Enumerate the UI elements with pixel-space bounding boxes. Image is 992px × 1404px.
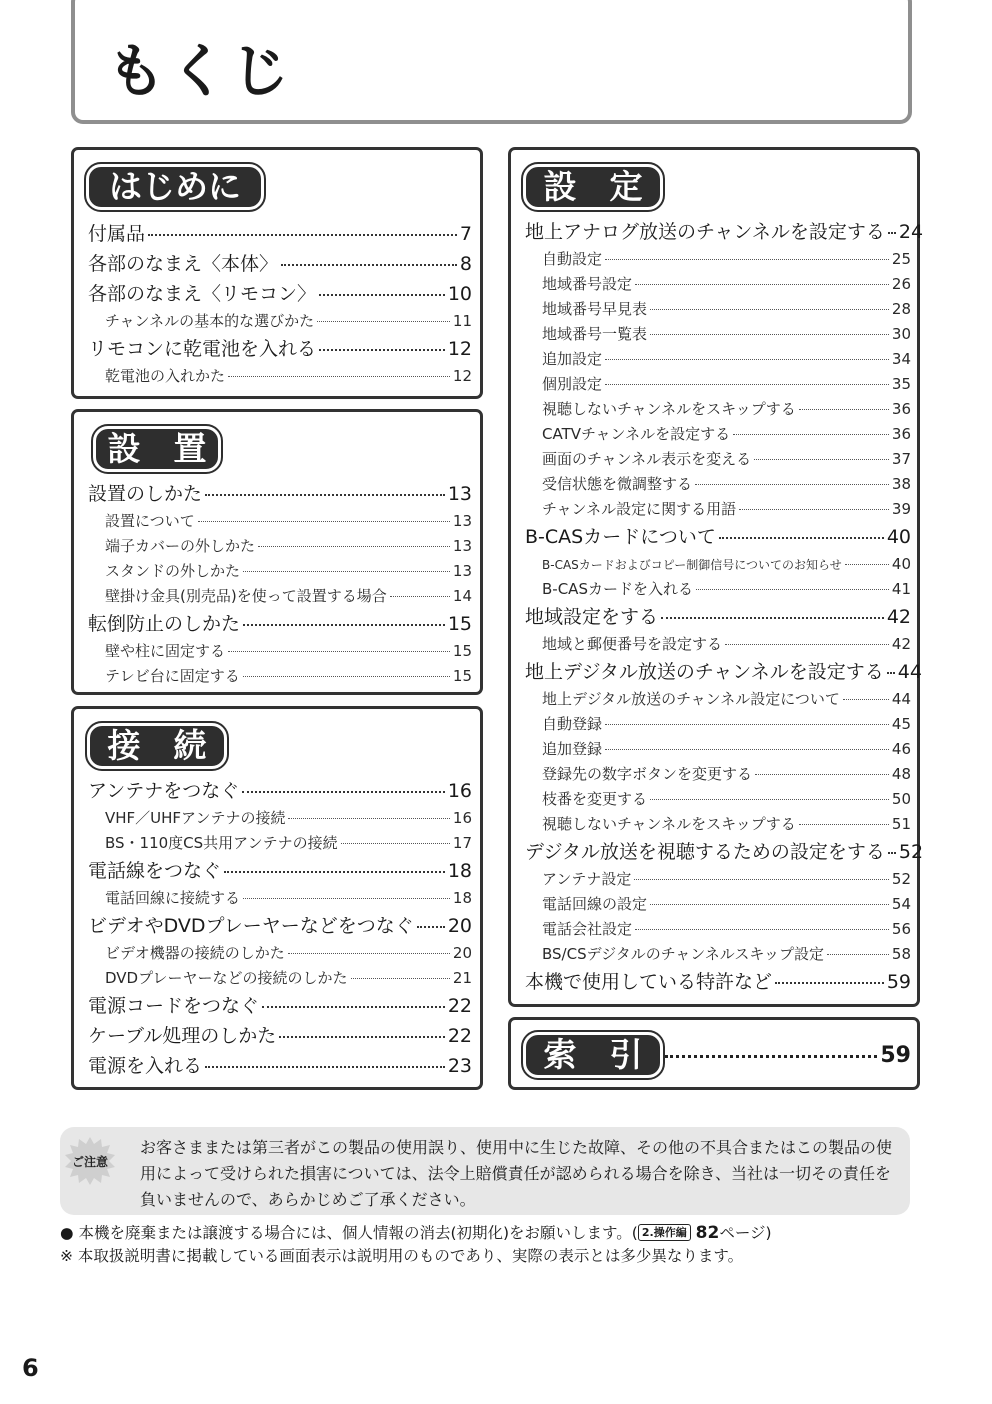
toc-leader-dots (725, 644, 889, 645)
toc-leader-dots (281, 264, 457, 266)
toc-entry-page: 44 (897, 661, 922, 683)
toc-entry-title: 電話回線の設定 (542, 895, 648, 913)
toc-entry-page: 59 (886, 971, 911, 993)
toc-entry-title: DVDプレーヤーなどの接続のしかた (105, 969, 348, 987)
toc-entry-title: 自動登録 (542, 715, 603, 733)
toc-entry[interactable] (525, 967, 911, 997)
toc-entry[interactable] (88, 479, 472, 509)
toc-leader-dots (634, 879, 889, 880)
toc-entry-title: B-CASカードを入れる (542, 580, 693, 598)
note-disposal-suffix: ページ) (719, 1224, 772, 1242)
toc-entry-page: 38 (891, 475, 911, 493)
toc-entry-title: 個別設定 (542, 375, 603, 393)
note-disposal-text: ● 本機を廃棄または譲渡する場合には、個人情報の消去(初期化)をお願いします。( (60, 1224, 638, 1242)
toc-entry-page: 13 (452, 512, 472, 530)
toc-entry[interactable] (88, 334, 472, 364)
toc-entry-page: 18 (452, 889, 472, 907)
toc-entry-page: 22 (447, 995, 472, 1017)
toc-leader-dots (605, 749, 889, 750)
toc-entry-title: デジタル放送を視聴するための設定をする (525, 841, 885, 863)
section-header-settei: 設 定 (523, 164, 663, 210)
toc-entry-page: 16 (447, 780, 472, 802)
toc-entry-title: B-CASカードについて (525, 526, 716, 548)
toc-subentry[interactable] (525, 687, 911, 712)
toc-leader-dots (739, 509, 889, 510)
note-screen-display: ※ 本取扱説明書に掲載している画面表示は説明用のものであり、実際の表示とは多少異なります。 (60, 1247, 744, 1265)
toc-entry-page: 13 (452, 537, 472, 555)
toc-entry[interactable] (525, 657, 922, 687)
toc-entry-title: 登録先の数字ボタンを変更する (542, 765, 753, 783)
toc-entry-title: VHF／UHFアンテナの接続 (105, 809, 286, 827)
toc-leader-dots (650, 334, 889, 335)
toc-subentry[interactable] (525, 712, 911, 737)
toc-entry[interactable] (88, 991, 472, 1021)
toc-leader-dots (258, 546, 450, 547)
toc-entry-page: 22 (447, 1025, 472, 1047)
toc-entry[interactable] (88, 776, 472, 806)
toc-subentry[interactable] (525, 497, 911, 522)
toc-entry-page: 41 (891, 580, 911, 598)
toc-leader-dots (799, 409, 889, 410)
toc-list-hajimeni (88, 219, 472, 389)
toc-entry-title: 地域設定をする (525, 606, 659, 628)
toc-leader-dots (843, 699, 889, 700)
toc-entry-title: 地上デジタル放送のチャンネル設定について (542, 690, 840, 708)
toc-subentry[interactable] (88, 559, 472, 584)
toc-entry-title: 追加設定 (542, 350, 603, 368)
toc-subentry[interactable] (525, 737, 911, 762)
toc-entry-page: 10 (447, 283, 472, 305)
toc-entry-page: 34 (891, 350, 911, 368)
toc-subentry[interactable] (88, 664, 472, 689)
toc-leader-dots (635, 929, 889, 930)
toc-subentry[interactable] (525, 867, 911, 892)
toc-leader-dots (650, 309, 889, 310)
toc-entry-title: チャンネルの基本的な選びかた (105, 312, 315, 330)
note-disposal-page: 82 (695, 1223, 720, 1243)
toc-subentry[interactable] (525, 472, 911, 497)
toc-entry-title: BS/CSデジタルのチャンネルスキップ設定 (542, 945, 825, 963)
toc-entry-page: 52 (891, 870, 911, 888)
toc-entry-page: 48 (891, 765, 911, 783)
section-hajimeni (71, 147, 483, 399)
toc-entry-title: 自動設定 (542, 250, 603, 268)
toc-entry-page: 26 (891, 275, 911, 293)
toc-leader-dots (661, 617, 884, 619)
toc-entry-page: 46 (891, 740, 911, 758)
toc-entry-title: 視聴しないチャンネルをスキップする (542, 400, 796, 418)
toc-subentry[interactable] (525, 552, 911, 577)
toc-entry-page: 18 (447, 860, 472, 882)
toc-leader-dots (228, 651, 450, 652)
toc-entry-title: 各部のなまえ〈リモコン〉 (88, 283, 317, 305)
toc-leader-dots (198, 521, 450, 522)
toc-subentry[interactable] (525, 787, 911, 812)
toc-leader-dots (888, 232, 896, 234)
toc-leader-dots (605, 724, 889, 725)
toc-leader-dots (224, 871, 445, 873)
toc-entry-title: 壁掛け金具(別売品)を使って設置する場合 (105, 587, 387, 605)
toc-leader-dots (696, 589, 889, 590)
toc-entry-page: 44 (891, 690, 911, 708)
toc-entry-page: 58 (891, 945, 911, 963)
toc-leader-dots (341, 843, 450, 844)
toc-entry-page: 25 (891, 250, 911, 268)
toc-entry-title: 受信状態を微調整する (542, 475, 693, 493)
caution-badge-label: ご注意 (71, 1155, 109, 1169)
toc-entry-page: 16 (452, 809, 472, 827)
toc-leader-dots (288, 818, 449, 819)
toc-entry-title: ケーブル処理のしかた (88, 1025, 277, 1047)
toc-subentry[interactable] (88, 886, 472, 911)
index-page: 59 (880, 1043, 911, 1068)
toc-entry-page: 54 (891, 895, 911, 913)
toc-entry[interactable] (88, 1021, 472, 1051)
toc-subentry[interactable] (525, 632, 911, 657)
page-number: 6 (22, 1354, 39, 1382)
toc-entry-page: 13 (452, 562, 472, 580)
toc-subentry[interactable] (525, 577, 911, 602)
toc-subentry[interactable] (525, 347, 911, 372)
toc-subentry[interactable] (525, 812, 911, 837)
toc-entry-title: 枝番を変更する (542, 790, 648, 808)
toc-leader-dots (390, 596, 450, 597)
toc-entry-page: 7 (459, 223, 472, 245)
toc-leader-dots (279, 1036, 445, 1038)
toc-entry-page: 52 (898, 841, 924, 863)
toc-entry-page: 20 (452, 944, 472, 962)
toc-list-secchi (88, 479, 472, 689)
toc-entry[interactable] (88, 279, 472, 309)
toc-subentry[interactable] (525, 272, 911, 297)
page-title: もくじ (107, 37, 294, 105)
toc-entry-title: 電話会社設定 (542, 920, 633, 938)
toc-entry-page: 50 (891, 790, 911, 808)
toc-entry-page: 36 (891, 400, 911, 418)
toc-subentry[interactable] (525, 762, 911, 787)
toc-entry-title: リモコンに乾電池を入れる (88, 338, 317, 360)
toc-entry-page: 35 (891, 375, 911, 393)
section-sakuin (508, 1017, 920, 1090)
toc-entry-page: 12 (452, 367, 472, 385)
toc-leader-dots (243, 898, 450, 899)
toc-leader-dots (635, 284, 889, 285)
toc-entry-title: 地上デジタル放送のチャンネルを設定する (525, 661, 884, 683)
toc-entry-page: 36 (891, 425, 911, 443)
toc-entry-title: ビデオやDVDプレーヤーなどをつなぐ (88, 915, 414, 937)
toc-entry[interactable] (525, 837, 924, 867)
toc-entry-page: 12 (447, 338, 472, 360)
toc-entry[interactable] (525, 217, 924, 247)
toc-list-setsuzoku (88, 776, 472, 1081)
toc-entry-title: 電話線をつなぐ (88, 860, 222, 882)
section-secchi (71, 409, 483, 695)
toc-entry-title: 電源を入れる (88, 1055, 203, 1077)
toc-entry[interactable] (88, 249, 472, 279)
toc-subentry[interactable] (88, 534, 472, 559)
toc-entry[interactable] (88, 219, 472, 249)
toc-entry-page: 51 (891, 815, 911, 833)
toc-entry-title: アンテナをつなぐ (88, 780, 240, 802)
toc-entry-title: 乾電池の入れかた (105, 367, 226, 385)
toc-leader-dots (754, 459, 889, 460)
toc-leader-dots (695, 484, 889, 485)
toc-subentry[interactable] (88, 584, 472, 609)
toc-entry-title: 地域と郵便番号を設定する (542, 635, 723, 653)
toc-entry[interactable] (525, 522, 911, 552)
toc-entry-title: 壁や柱に固定する (105, 642, 226, 660)
toc-entry-title: 本機で使用している特許など (525, 971, 773, 993)
toc-entry-title: CATVチャンネルを設定する (542, 425, 731, 443)
toc-leader-dots (319, 349, 445, 351)
toc-leader-dots (262, 1006, 445, 1008)
toc-leader-dots (205, 1066, 445, 1068)
toc-entry-title: 視聴しないチャンネルをスキップする (542, 815, 796, 833)
toc-entry-page: 23 (447, 1055, 472, 1077)
toc-entry-page: 11 (452, 312, 472, 330)
toc-leader-dots (755, 774, 889, 775)
toc-entry-title: 地上アナログ放送のチャンネルを設定する (525, 221, 885, 243)
toc-leader-dots (650, 799, 889, 800)
toc-entry-title: 電源コードをつなぐ (88, 995, 260, 1017)
toc-entry-page: 28 (891, 300, 911, 318)
toc-leader-dots (228, 376, 450, 377)
toc-leader-dots (243, 624, 445, 626)
toc-entry-page: 40 (891, 555, 911, 573)
toc-subentry[interactable] (88, 806, 472, 831)
toc-leader-dots (650, 904, 889, 905)
toc-entry-title: 追加登録 (542, 740, 603, 758)
section-setsuzoku (71, 706, 483, 1090)
toc-entry-title: 地域番号設定 (542, 275, 633, 293)
toc-subentry[interactable] (88, 639, 472, 664)
toc-entry[interactable] (88, 609, 472, 639)
toc-subentry[interactable] (88, 831, 472, 856)
toc-entry[interactable] (88, 1051, 472, 1081)
toc-subentry[interactable] (525, 892, 911, 917)
toc-subentry[interactable] (88, 309, 472, 334)
toc-entry-title: 電話回線に接続する (105, 889, 241, 907)
toc-subentry[interactable] (88, 364, 472, 389)
toc-subentry[interactable] (88, 966, 472, 991)
toc-subentry[interactable] (525, 297, 911, 322)
toc-entry-title: 各部のなまえ〈本体〉 (88, 253, 279, 275)
toc-leader-dots (242, 791, 445, 793)
toc-subentry[interactable] (525, 372, 911, 397)
toc-entry[interactable] (88, 911, 472, 941)
toc-leader-dots (733, 434, 889, 435)
toc-entry-page: 15 (447, 613, 472, 635)
toc-entry-title: スタンドの外しかた (105, 562, 241, 580)
toc-entry-page: 15 (452, 642, 472, 660)
toc-entry-page: 8 (459, 253, 472, 275)
index-row[interactable] (665, 1041, 911, 1071)
toc-subentry[interactable] (525, 247, 911, 272)
toc-leader-dots (243, 571, 450, 572)
toc-leader-dots (243, 676, 450, 677)
section-header-secchi: 設 置 (93, 426, 221, 472)
toc-entry-title: テレビ台に固定する (105, 667, 240, 685)
toc-entry-page: 21 (452, 969, 472, 987)
toc-leader-dots (319, 294, 445, 296)
toc-leader-dots (288, 953, 450, 954)
toc-leader-dots (827, 954, 889, 955)
toc-subentry[interactable] (525, 322, 911, 347)
operation-guide-ref[interactable]: 2.操作編 (638, 1224, 691, 1241)
toc-leader-dots (148, 234, 457, 236)
toc-leader-dots (845, 564, 889, 565)
toc-leader-dots (605, 384, 889, 385)
toc-entry-page: 39 (891, 500, 911, 518)
toc-entry-page: 20 (447, 915, 472, 937)
toc-entry[interactable] (88, 856, 472, 886)
toc-entry-title: 設置のしかた (88, 483, 203, 505)
toc-subentry[interactable] (525, 397, 911, 422)
section-header-sakuin: 索 引 (523, 1032, 663, 1078)
toc-entry[interactable] (525, 602, 911, 632)
toc-entry-page: 14 (452, 587, 472, 605)
index-leader (665, 1055, 877, 1058)
title-box (71, 0, 912, 124)
note-disposal (60, 1222, 772, 1244)
toc-list-settei (525, 217, 924, 997)
toc-entry-title: 画面のチャンネル表示を変える (542, 450, 752, 468)
toc-entry-title: 地域番号早見表 (542, 300, 648, 318)
caution-box (60, 1127, 910, 1215)
toc-entry-page: 15 (452, 667, 472, 685)
toc-entry-page: 40 (886, 526, 911, 548)
toc-entry-page: 56 (891, 920, 911, 938)
toc-subentry[interactable] (525, 422, 911, 447)
caution-badge-icon (64, 1135, 116, 1187)
toc-entry-page: 45 (891, 715, 911, 733)
toc-leader-dots (719, 537, 884, 539)
toc-entry-page: 13 (447, 483, 472, 505)
toc-entry-page: 42 (891, 635, 911, 653)
toc-entry-title: アンテナ設定 (542, 870, 632, 888)
toc-subentry[interactable] (88, 509, 472, 534)
toc-leader-dots (605, 259, 889, 260)
toc-entry-title: B-CASカードおよびコピー制御信号についてのお知らせ (542, 558, 842, 572)
toc-entry-page: 42 (886, 606, 911, 628)
toc-subentry[interactable] (525, 917, 911, 942)
toc-leader-dots (888, 852, 896, 854)
toc-leader-dots (799, 824, 889, 825)
toc-entry-title: 地域番号一覧表 (542, 325, 648, 343)
toc-entry-title: 設置について (105, 512, 195, 530)
toc-entry-page: 17 (452, 834, 472, 852)
toc-leader-dots (351, 978, 450, 979)
caution-text: お客さままたは第三者がこの製品の使用誤り、使用中に生じた故障、その他の不具合またはこの製品の使用によって受けられた損害については、法令上賠償責任が認められる場合を除き、当社は一切その責任を負いませんので、あらかじめご了承ください。 (140, 1138, 893, 1209)
toc-leader-dots (317, 321, 450, 322)
toc-subentry[interactable] (525, 447, 911, 472)
toc-entry-title: 端子カバーの外しかた (105, 537, 256, 555)
section-header-setsuzoku: 接 続 (87, 723, 227, 769)
section-settei (508, 147, 924, 1007)
toc-leader-dots (205, 494, 445, 496)
toc-subentry[interactable] (88, 941, 472, 966)
toc-leader-dots (417, 926, 445, 928)
toc-entry-title: BS・110度CS共用アンテナの接続 (105, 834, 338, 852)
toc-entry-title: 転倒防止のしかた (88, 613, 241, 635)
toc-leader-dots (887, 672, 895, 674)
toc-entry-title: 付属品 (88, 223, 146, 245)
toc-entry-page: 24 (898, 221, 924, 243)
toc-subentry[interactable] (525, 942, 911, 967)
section-header-hajimeni: はじめに (86, 164, 264, 210)
toc-entry-title: チャンネル設定に関する用語 (542, 500, 737, 518)
toc-leader-dots (775, 982, 884, 984)
toc-entry-page: 30 (891, 325, 911, 343)
toc-entry-title: ビデオ機器の接続のしかた (105, 944, 285, 962)
toc-leader-dots (605, 359, 889, 360)
toc-entry-page: 37 (891, 450, 911, 468)
